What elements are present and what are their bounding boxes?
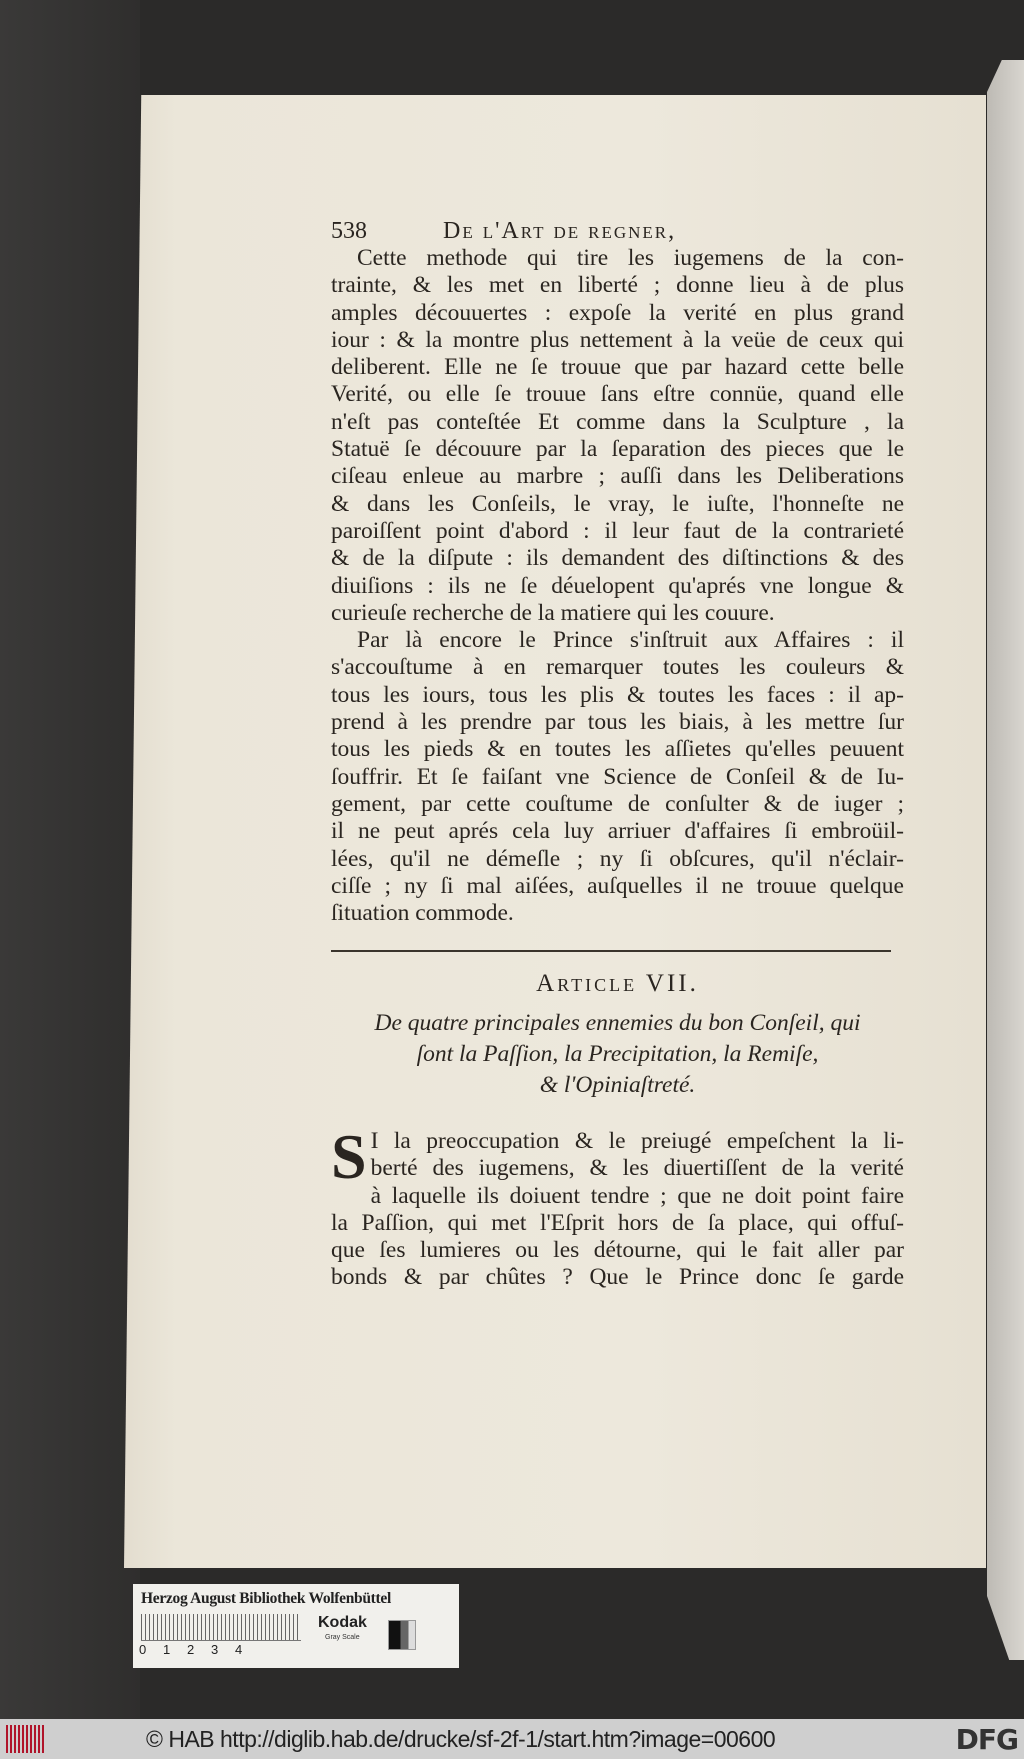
text-line: bonds & par chûtes ? Que le Prince donc ſe garde [331, 1264, 904, 1291]
text-line: amples découuertes : expoſe la verité en plus grand [331, 299, 904, 326]
subtitle-line: & l'Opiniaſtreté. [539, 1072, 696, 1098]
footer-bar [0, 1719, 1024, 1759]
text-line: tous les iours, tous les plis & toutes les faces : il ap- [331, 681, 904, 708]
text-line: deliberent. Elle ne ſe trouue que par hazard cette belle [331, 354, 904, 381]
subtitle-line: De quatre principales ennemies du bon Conſeil, qui [374, 1010, 861, 1036]
ruler-number: 1 [163, 1642, 171, 1657]
text-line: Par là encore le Prince s'inſtruit aux Affaires : il [357, 627, 904, 654]
text-line: trainte, & les met en liberté ; donne lieu à de plus [331, 272, 904, 299]
text-line: que ſes lumieres ou les détourne, qui le fait aller par [331, 1237, 904, 1264]
text-line: curieuſe recherche de la matiere qui les couure. [331, 599, 775, 626]
adjacent-page-edge [987, 60, 1024, 1660]
hab-logo-icon [6, 1725, 46, 1753]
text-line: la Paſſion, qui met l'Eſprit hors de ſa place, qui offuſ- [331, 1209, 904, 1236]
drop-cap: S [331, 1121, 367, 1192]
kodak-label: Kodak [318, 1614, 367, 1631]
article-heading: Article VII. [536, 970, 699, 997]
library-name: Herzog August Bibliothek Wolfenbüttel [141, 1590, 391, 1607]
gray-scale-label: Gray Scale [325, 1634, 360, 1641]
ruler-scale [141, 1614, 301, 1641]
text-line: paroiſſent point d'abord : il leur faut de la contrarieté [331, 517, 904, 544]
text-line: Statuë ſe découure par la ſeparation des pieces que le [331, 436, 904, 463]
page-number: 538 [331, 218, 367, 244]
gray-scale-swatch [388, 1620, 416, 1650]
text-line: gement, par cette couſtume de conſulter & de iuger ; [331, 790, 904, 817]
text-line: berté des iugemens, & les diuertiſſent de la verité [370, 1155, 904, 1182]
ruler-number: 2 [187, 1642, 195, 1657]
ruler-numbers [139, 1642, 259, 1657]
text-line: diuiſions : ils ne ſe déuelopent qu'aprés vne longue & [331, 572, 904, 599]
text-line: Verité, ou elle ſe trouue ſans eſtre connüe, quand elle [331, 381, 904, 408]
article-body [331, 1121, 904, 1292]
text-line: tous les pieds & en toutes les aſſietes qu'elles peuuent [331, 736, 904, 763]
page-header [331, 218, 904, 248]
text-line: prend à les prendre par tous les biais, à les mettre ſur [331, 709, 904, 736]
ruler-number: 4 [235, 1642, 243, 1657]
copyright-link[interactable]: © HAB http://diglib.hab.de/drucke/sf-2f-1/start.htm?image=00600 [146, 1726, 776, 1752]
section-divider [331, 950, 891, 952]
body-paragraphs [331, 245, 904, 927]
running-title: De l'Art de regner, [443, 218, 677, 244]
text-line: ſituation commode. [331, 900, 514, 927]
text-line: il ne peut aprés cela luy arriuer d'affaires ſi embroüil- [331, 818, 904, 845]
text-line: & de la diſpute : ils demandent des diſtinctions & des [331, 545, 904, 572]
scanner-background [0, 0, 140, 1719]
text-line: lées, qu'il ne démeſle ; ny ſi obſcures, qu'il n'éclair- [331, 845, 904, 872]
text-line: n'eſt pas conteſtée Et comme dans la Sculpture , la [331, 408, 904, 435]
subtitle-line: ſont la Paſſion, la Precipitation, la Remiſe, [416, 1041, 819, 1067]
ruler-number: 0 [139, 1642, 147, 1657]
ruler-number: 3 [211, 1642, 219, 1657]
text-line: à laquelle ils doiuent tendre ; que ne doit point faire [370, 1182, 904, 1209]
dfg-logo: DFG [955, 1723, 1018, 1756]
text-line: I la preoccupation & le preiugé empeſchent la li- [370, 1128, 904, 1154]
article-subtitle [331, 1008, 904, 1101]
text-line: ſouffrir. Et ſe faiſant vne Science de Conſeil & de Iu- [331, 763, 904, 790]
text-line: Cette methode qui tire les iugemens de la con- [357, 245, 904, 271]
library-scale-card [133, 1584, 459, 1668]
text-line: s'accouſtume à en remarquer toutes les couleurs & [331, 654, 904, 681]
text-line: iour : & la montre plus nettement à la veüe de ceux qui [331, 326, 904, 353]
text-line: ciſſe ; ny ſi mal aiſées, auſquelles il ne trouue quelque [331, 872, 904, 899]
text-line: ciſeau enleue au marbre ; auſſi dans les Deliberations [331, 463, 904, 490]
text-line: & dans les Conſeils, le vray, le iuſte, l'honneſte ne [331, 490, 904, 517]
